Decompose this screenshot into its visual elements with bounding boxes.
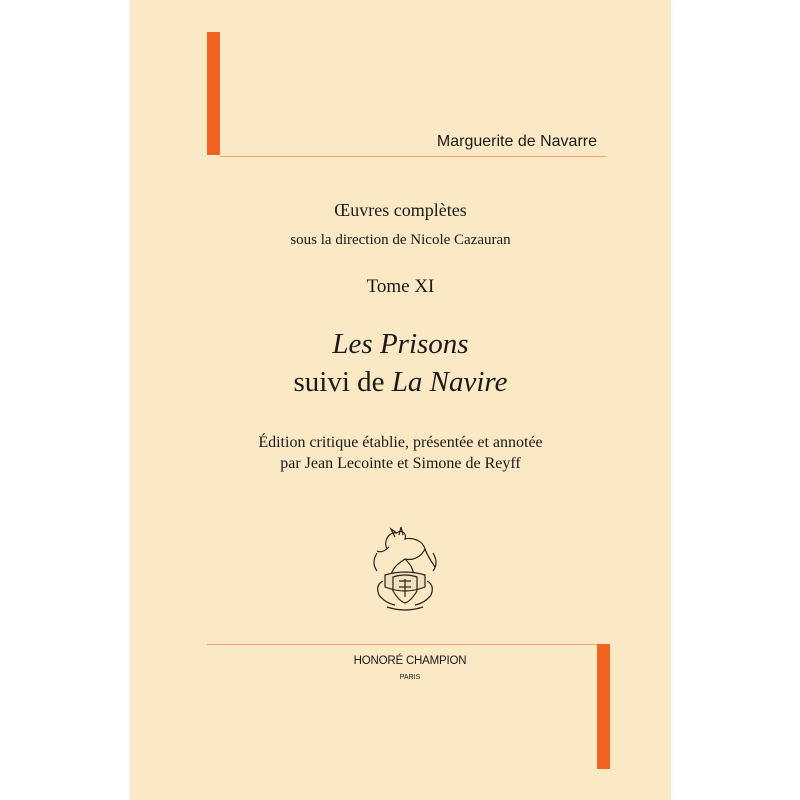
book-cover	[130, 0, 671, 800]
horse-coat-of-arms-icon	[365, 523, 445, 613]
author-rule	[220, 156, 606, 157]
edition-statement-line2: par Jean Lecointe et Simone de Reyff	[280, 455, 521, 472]
publisher-city: PARIS	[399, 674, 421, 681]
title-prefix: suivi de	[293, 366, 392, 398]
author-name: Marguerite de Navarre	[436, 133, 597, 150]
series-title: Œuvres complètes	[334, 200, 467, 220]
title-italic: La Navire	[391, 366, 508, 398]
series-director: sous la direction de Nicole Cazauran	[290, 232, 511, 248]
publisher-rule	[207, 644, 597, 645]
publisher-name: HONORÉ CHAMPION	[353, 655, 467, 667]
book-title-line2	[130, 366, 671, 399]
edition-statement-line1: Édition critique établie, présentée et annotée	[258, 434, 543, 451]
volume-number: Tome XI	[366, 276, 435, 297]
book-title-line1: Les Prisons	[332, 328, 469, 360]
